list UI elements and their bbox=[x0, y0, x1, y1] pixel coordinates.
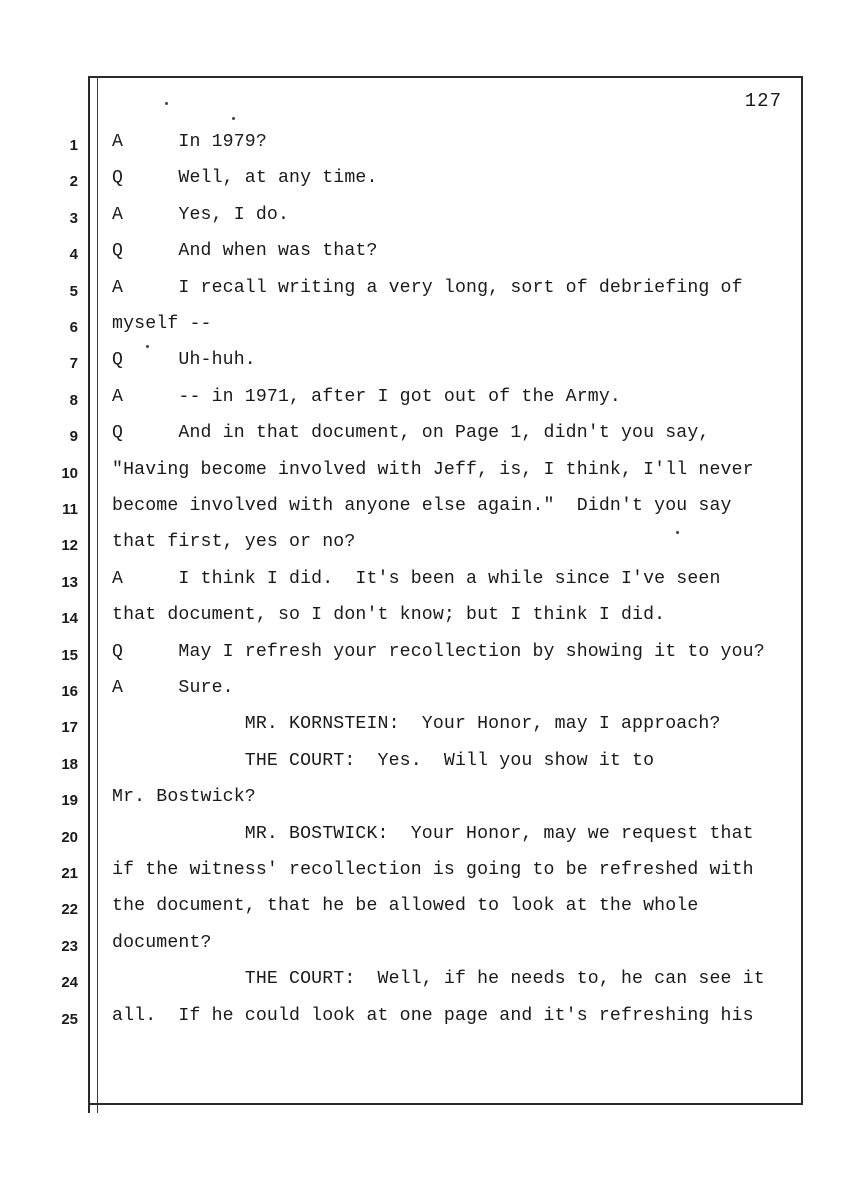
line-number: 11 bbox=[62, 501, 78, 518]
line-number: 21 bbox=[61, 865, 78, 882]
line-number: 18 bbox=[61, 755, 78, 773]
transcript-line: document? bbox=[112, 932, 212, 953]
line-number: 4 bbox=[69, 246, 78, 264]
line-number: 22 bbox=[61, 901, 78, 919]
scan-speck bbox=[676, 531, 679, 534]
transcript-line: become involved with anyone else again." Didn't you say bbox=[112, 496, 732, 516]
line-number: 5 bbox=[69, 282, 78, 300]
transcript-line: Q And in that document, on Page 1, didn't you say, bbox=[112, 423, 710, 444]
line-number: 8 bbox=[69, 391, 78, 409]
scan-speck bbox=[232, 117, 235, 120]
transcript-line: THE COURT: Well, if he needs to, he can see it bbox=[112, 969, 765, 990]
transcript-line: MR. BOSTWICK: Your Honor, may we request that bbox=[112, 823, 754, 844]
line-number: 23 bbox=[61, 937, 78, 955]
line-number: 25 bbox=[61, 1010, 78, 1028]
transcript-line: myself -- bbox=[112, 314, 212, 334]
transcript-line: Q Uh-huh. bbox=[112, 350, 256, 371]
transcript-line: THE COURT: Yes. Will you show it to bbox=[112, 750, 655, 771]
scan-speck bbox=[165, 102, 168, 105]
scan-speck bbox=[146, 345, 149, 348]
transcript-line: A I think I did. It's been a while since I've seen bbox=[112, 568, 721, 589]
transcript-line: all. If he could look at one page and it's refreshing his bbox=[112, 1005, 754, 1026]
line-number: 20 bbox=[61, 828, 78, 846]
transcript-line: A -- in 1971, after I got out of the Army. bbox=[112, 386, 621, 407]
line-number: 14 bbox=[61, 610, 78, 628]
line-number: 12 bbox=[61, 537, 78, 555]
transcript-line: A I recall writing a very long, sort of debriefing of bbox=[112, 277, 743, 298]
transcript-line: A In 1979? bbox=[112, 132, 267, 152]
transcript-line: if the witness' recollection is going to be refreshed with bbox=[112, 860, 754, 880]
line-number: 7 bbox=[69, 355, 78, 373]
page-number: 127 bbox=[744, 90, 782, 112]
margin-rule-inner bbox=[97, 76, 98, 1113]
transcript-line: Q Well, at any time. bbox=[112, 168, 378, 189]
line-number: 1 bbox=[69, 137, 78, 154]
line-number: 17 bbox=[61, 719, 78, 737]
line-number: 19 bbox=[61, 792, 78, 810]
line-number: 10 bbox=[61, 464, 78, 482]
transcript-line: Mr. Bostwick? bbox=[112, 787, 256, 808]
transcript-line: A Sure. bbox=[112, 678, 234, 698]
line-number: 9 bbox=[69, 428, 78, 446]
line-number: 15 bbox=[61, 646, 78, 664]
transcript-line: the document, that he be allowed to look at the whole bbox=[112, 896, 699, 917]
line-number: 24 bbox=[61, 974, 78, 992]
transcript-line: Q And when was that? bbox=[112, 241, 378, 262]
transcript-line: MR. KORNSTEIN: Your Honor, may I approach? bbox=[112, 714, 721, 735]
line-number: 2 bbox=[69, 173, 78, 191]
margin-rule-outer bbox=[88, 76, 90, 1113]
line-number: 3 bbox=[69, 209, 78, 227]
transcript-line: A Yes, I do. bbox=[112, 204, 290, 225]
transcript-line: "Having become involved with Jeff, is, I think, I'll never bbox=[112, 459, 754, 480]
transcript-line: that document, so I don't know; but I think I did. bbox=[112, 605, 666, 626]
transcript-line: Q May I refresh your recollection by showing it to you? bbox=[112, 641, 765, 662]
line-number: 6 bbox=[69, 319, 78, 336]
line-number: 16 bbox=[61, 683, 78, 700]
transcript-line: that first, yes or no? bbox=[112, 532, 356, 553]
line-number: 13 bbox=[61, 573, 78, 591]
